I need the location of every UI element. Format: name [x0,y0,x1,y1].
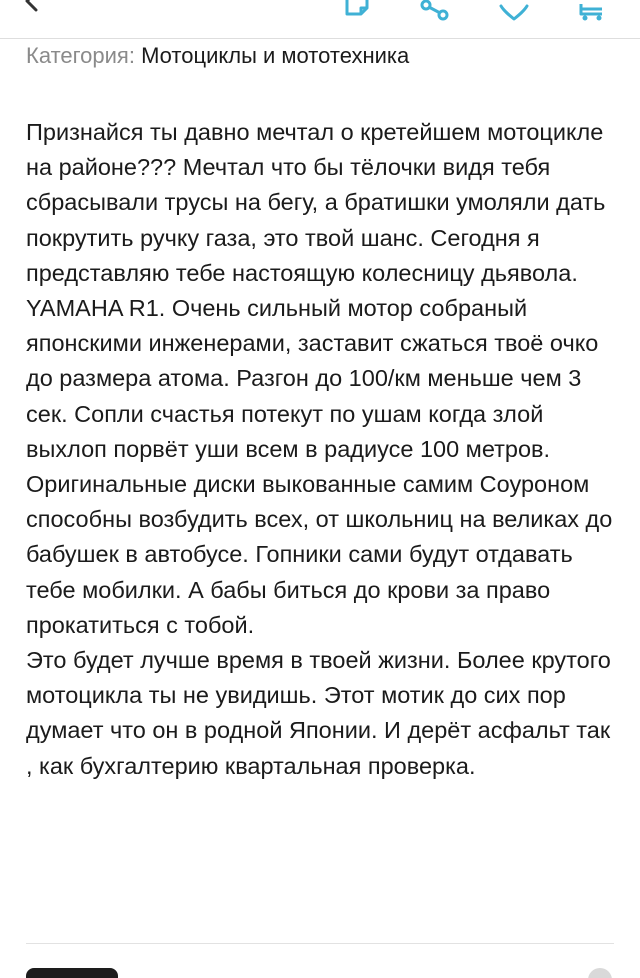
category-line [26,41,409,71]
top-toolbar [0,0,640,39]
category-label: Категория: [26,43,135,68]
section-divider [26,943,614,944]
description-paragraph: Признайся ты давно мечтал о кретейшем мотоцикле на районе??? Мечтал что бы тёлочки видя тебя сбрасывали трусы на бегу, а братишки умоляли дать покрутить ручку газа, это твой шанс. Сегодня я представляю тебе настоящую колесницу дьявола. YAMAHA R1. Очень сильный мотор собраный японскими инженерами, заставит сжаться твоё очко до размера атома. Разгон до 100/км меньше чем 3 сек. Сопли счастья потекут по ушам когда злой выхлоп порвёт уши всем в радиусе 100 метров. Оригинальные диски выкованные самим Соуроном способны возбудить всех, от школьниц на великах до бабушек в автобусе. Гопники сами будут отдавать тебе мобилки. А бабы биться до крови за право прокатиться с тобой. [26,119,613,638]
description-paragraph: Это будет лучше время в твоей жизни. Более крутого мотоцикла ты не увидишь. Этот мотик до сих пор думает что он в родной Японии. И дерёт асфальт так , как бухгалтерию квартальная проверка. [26,647,611,779]
bottom-action-button[interactable] [26,968,118,978]
info-icon[interactable] [588,968,612,978]
listing-description [26,115,618,784]
cart-icon[interactable] [572,0,612,22]
share-icon[interactable] [415,0,455,22]
back-arrow-icon[interactable] [16,0,56,22]
note-icon[interactable] [337,0,377,22]
favorite-icon[interactable] [494,0,534,22]
category-link[interactable]: Мотоциклы и мототехника [141,43,410,68]
